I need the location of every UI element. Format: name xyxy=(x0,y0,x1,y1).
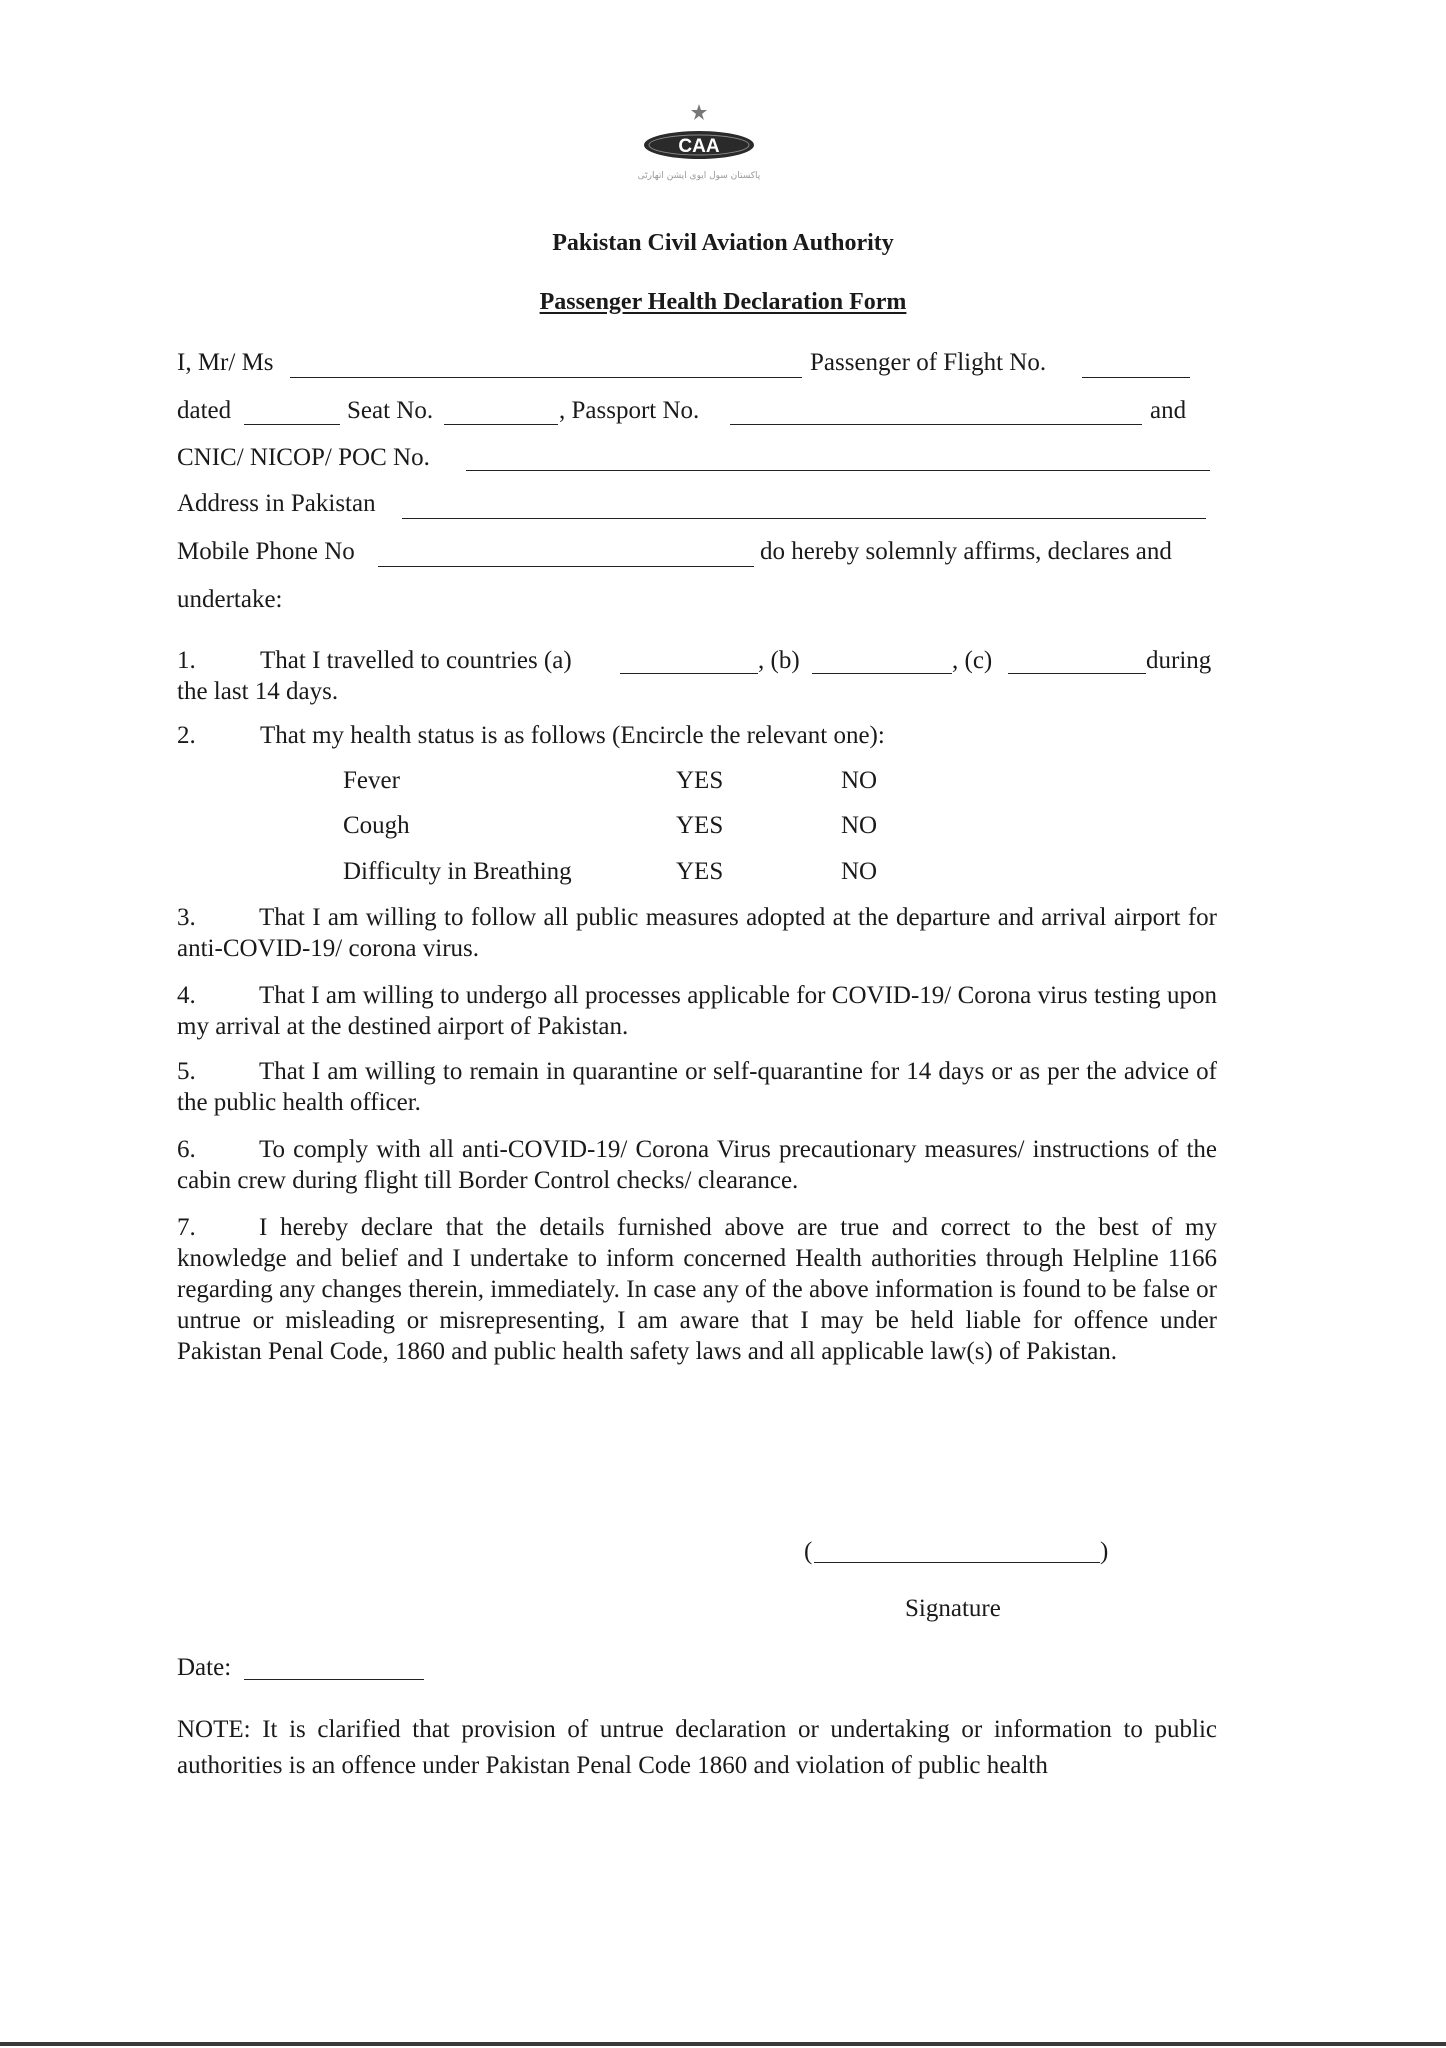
item1-text: That I travelled to countries (a) xyxy=(260,647,572,674)
symptom-fever: Fever xyxy=(343,767,400,794)
breathing-yes-option[interactable]: YES xyxy=(676,858,724,885)
passport-label: , Passport No. xyxy=(559,397,700,424)
passport-number-field[interactable] xyxy=(730,424,1142,425)
declaration-item-6: 6. To comply with all anti-COVID-19/ Corona Virus precautionary measures/ instructions of the cabin crew during flight till Border Control checks/ clearance. xyxy=(177,1136,1217,1194)
declaration-item-4: 4. That I am willing to undergo all processes applicable for COVID-19/ Corona virus testing upon my arrival at the destined airport of Pakistan. xyxy=(177,982,1217,1040)
signature-field[interactable] xyxy=(814,1562,1100,1563)
breathing-no-option[interactable]: NO xyxy=(841,858,878,885)
logo-text: CAA xyxy=(678,136,720,157)
name-prefix: I, Mr/ Ms xyxy=(177,349,274,376)
mobile-field[interactable] xyxy=(378,566,754,567)
mobile-label: Mobile Phone No xyxy=(177,538,355,565)
flight-number-field[interactable] xyxy=(1082,377,1190,378)
symptom-cough: Cough xyxy=(343,812,410,839)
date-field[interactable] xyxy=(244,1679,424,1680)
country-a-field[interactable] xyxy=(620,673,758,674)
dated-field[interactable] xyxy=(244,424,340,425)
date-label: Date: xyxy=(177,1654,232,1681)
item2-text: That my health status is as follows (Encircle the relevant one): xyxy=(260,722,885,749)
signature-close-paren: ) xyxy=(1100,1538,1109,1565)
symptom-breathing: Difficulty in Breathing xyxy=(343,858,572,885)
authority-title: Pakistan Civil Aviation Authority xyxy=(552,230,894,256)
mobile-suffix: do hereby solemnly affirms, declares and xyxy=(760,538,1172,565)
fever-yes-option[interactable]: YES xyxy=(676,767,724,794)
item1-tail: the last 14 days. xyxy=(177,678,339,705)
signature-open-paren: ( xyxy=(804,1538,813,1565)
item2-number: 2. xyxy=(177,722,196,749)
item1-b-label: , (b) xyxy=(758,647,800,674)
cnic-field[interactable] xyxy=(466,470,1210,471)
undertake-text: undertake: xyxy=(177,586,283,613)
seat-label: Seat No. xyxy=(347,397,434,424)
form-title: Passenger Health Declaration Form xyxy=(539,289,907,315)
item1-c-label: , (c) xyxy=(952,647,993,674)
fever-no-option[interactable]: NO xyxy=(841,767,878,794)
country-b-field[interactable] xyxy=(812,673,952,674)
cough-yes-option[interactable]: YES xyxy=(676,812,724,839)
declaration-item-7: 7. I hereby declare that the details furnished above are true and correct to the best of my knowledge and belief and I undertake to inform concerned Health authorities through Helpline 1166 regarding any changes therein, immediately. In case any of the above information is found to be false or untrue or misleading or misrepresenting, I am aware that I may be held liable for offence under Pakistan Penal Code, 1860 and public health safety laws and all applicable law(s) of Pakistan. xyxy=(177,1214,1217,1365)
caa-logo xyxy=(620,100,780,190)
address-label: Address in Pakistan xyxy=(177,490,376,517)
note-text: NOTE: It is clarified that provision of untrue declaration or undertaking or information to public authorities is an offence under Pakistan Penal Code 1860 and violation of public health xyxy=(177,1716,1217,1779)
item1-number: 1. xyxy=(177,647,196,674)
page-bottom-edge xyxy=(0,2042,1446,2046)
cnic-label: CNIC/ NICOP/ POC No. xyxy=(177,444,430,471)
declaration-item-5: 5. That I am willing to remain in quarantine or self-quarantine for 14 days or as per the advice of the public health officer. xyxy=(177,1058,1217,1116)
item1-during: during xyxy=(1146,647,1212,674)
country-c-field[interactable] xyxy=(1008,673,1146,674)
address-field[interactable] xyxy=(402,518,1206,519)
and-label: and xyxy=(1150,397,1187,424)
flight-label: Passenger of Flight No. xyxy=(810,349,1047,376)
declaration-item-3: 3. That I am willing to follow all public measures adopted at the departure and arrival airport for anti-COVID-19/ corona virus. xyxy=(177,904,1217,962)
logo-urdu-text: پاکستان سول ایوی ایشن اتھارٹی xyxy=(637,171,761,181)
dated-label: dated xyxy=(177,397,232,424)
cough-no-option[interactable]: NO xyxy=(841,812,878,839)
name-field[interactable] xyxy=(290,377,802,378)
signature-label: Signature xyxy=(905,1595,1001,1622)
seat-number-field[interactable] xyxy=(444,424,558,425)
